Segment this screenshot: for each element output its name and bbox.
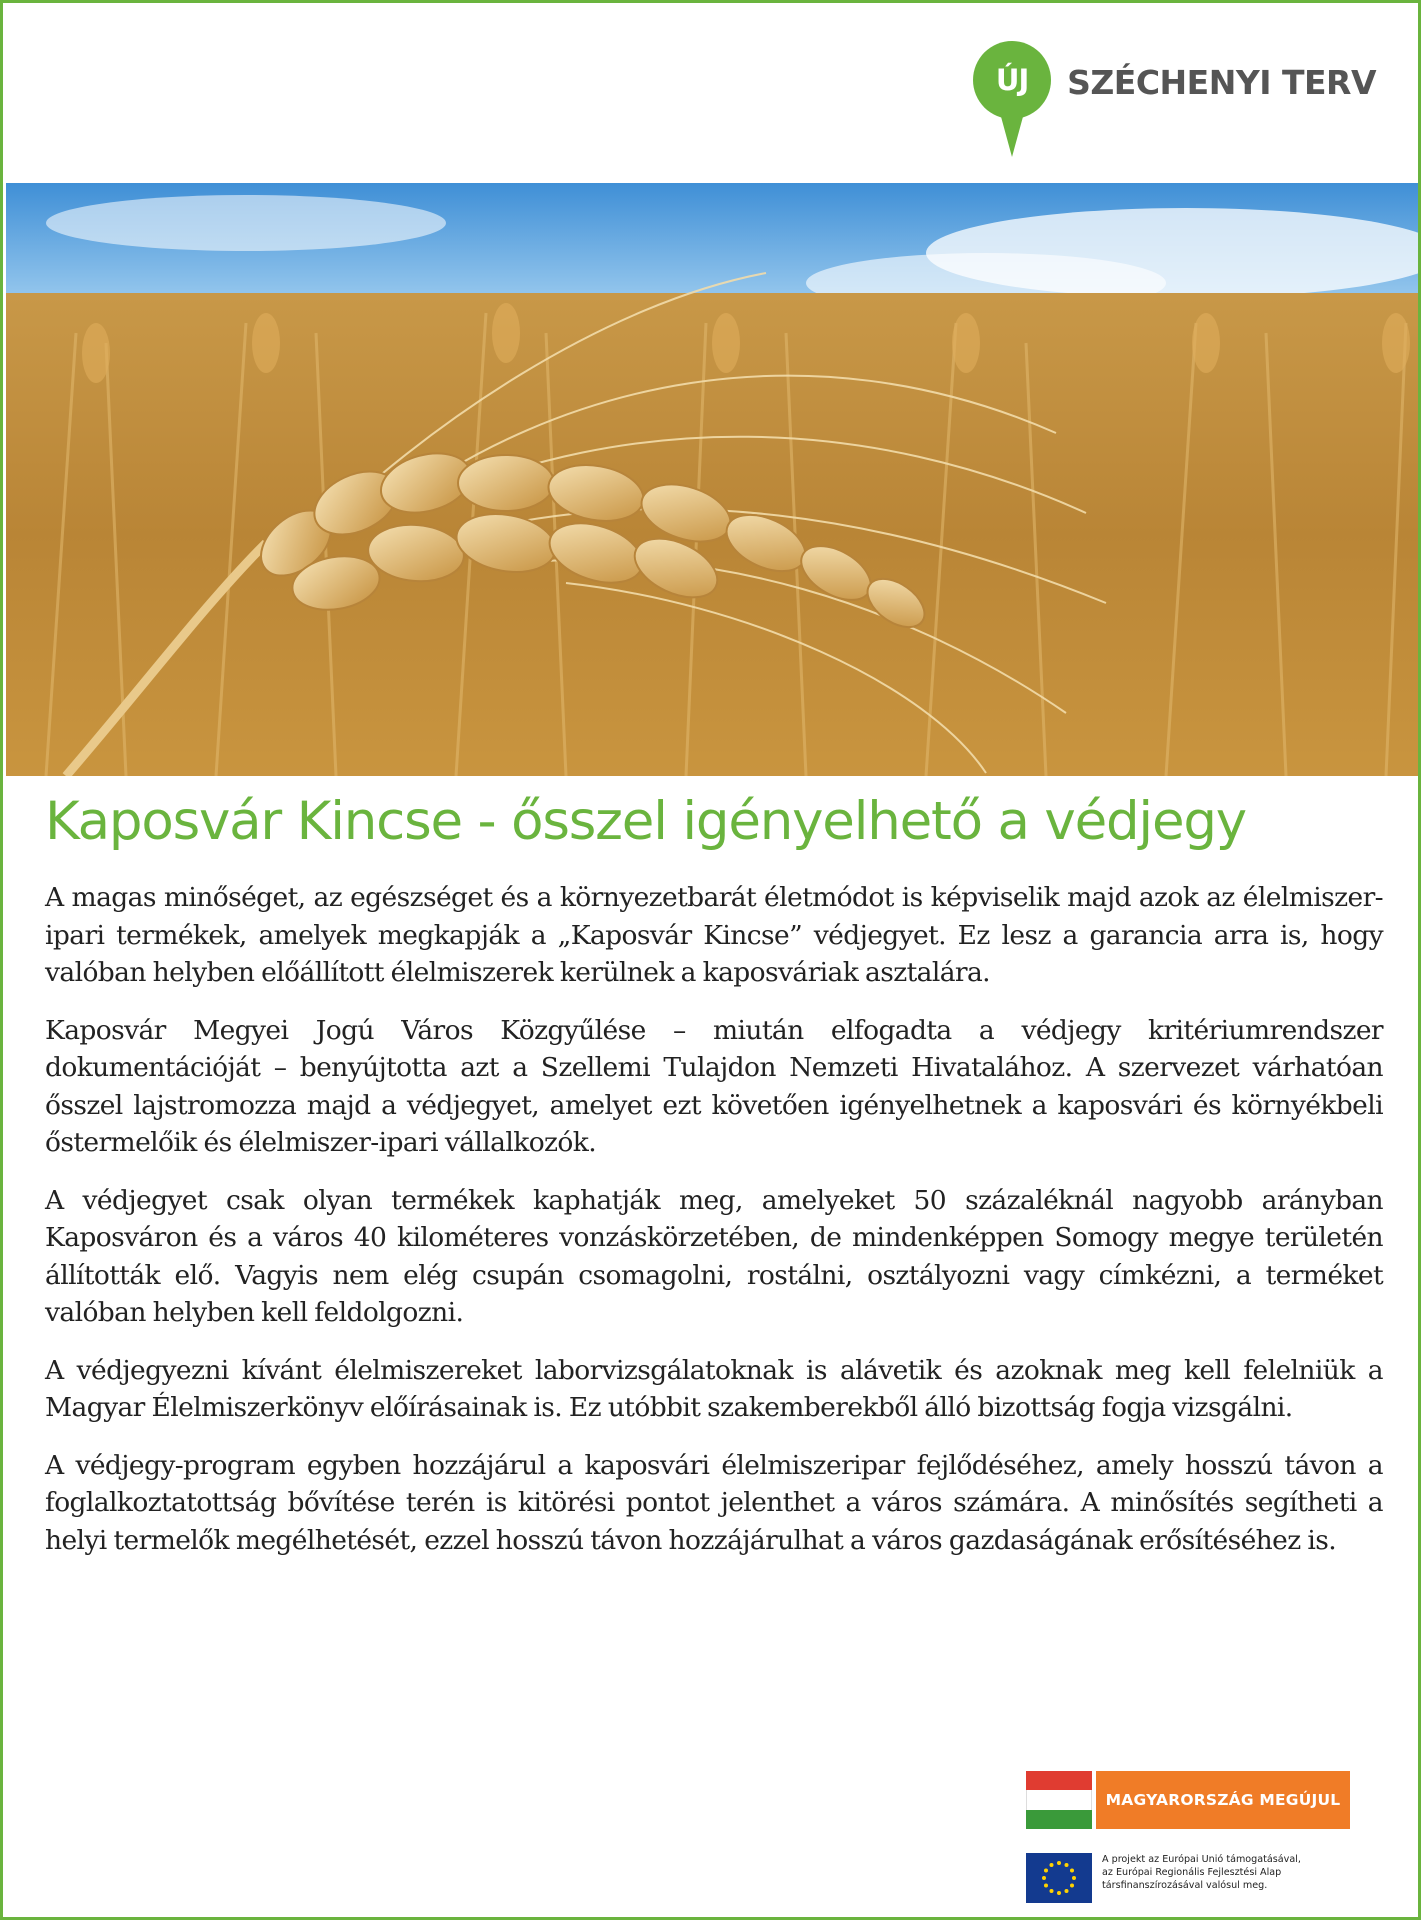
eu-flag-icon	[1026, 1853, 1092, 1903]
logo-brand-name: SZÉCHENYI TERV	[1067, 62, 1376, 102]
article-paragraph: A védjegyet csak olyan termékek kaphatják meg, amelyeket 50 százaléknál nagyobb arányban Kaposváron és a város 40 kilométeres vonzáskörzetében, de mindenképpen Somogy megye területén állították elő. Vagyis nem elég csupán csomagolni, rostálni, osztályozni vagy címkézni, a terméket valóban helyben kell feldolgozni.	[45, 1184, 1383, 1328]
article-paragraph: Kaposvár Megyei Jogú Város Közgyűlése – miután elfogadta a védjegy kritériumrendszer dokumentációját – benyújtotta azt a Szellemi Tulajdon Nemzeti Hivatalához. A szervezet várhatóan ősszel lajstromozza majd a védjegyet, amelyet ezt követően igényelhetnek a kaposvári és környékbeli őstermelőik és élelmiszer-ipari vállalkozók.	[45, 1014, 1383, 1158]
szechenyi-terv-logo	[971, 39, 1376, 159]
eu-text-line: társfinanszírozásával valósul meg.	[1102, 1880, 1268, 1891]
eu-text-line: A projekt az Európai Unió támogatásával,	[1102, 1854, 1301, 1865]
eu-funding-notice	[1026, 1853, 1350, 1903]
magyarorszag-megujul-badge	[1026, 1771, 1350, 1829]
eu-funding-text	[1102, 1853, 1301, 1892]
hero-wheat-image	[6, 183, 1421, 776]
location-pin-icon	[971, 39, 1053, 159]
hungarian-flag-icon	[1026, 1771, 1092, 1829]
article-paragraph: A védjegy-program egyben hozzájárul a kaposvári élelmiszeripar fejlődéséhez, amely hosszú távon a foglalkoztatottság bővítése terén is kitörési pontot jelenthet a város számára. A minősítés segítheti a helyi termelők megélhetését, ezzel hosszú távon hozzájárulhat a város gazdaságának erősítéséhez is.	[45, 1449, 1383, 1556]
article-paragraph: A védjegyezni kívánt élelmiszereket laborvizsgálatoknak is alávetik és azoknak meg kell felelniük a Magyar Élelmiszerkönyv előírásainak is. Ez utóbbit szakemberekből álló bizottság fogja vizsgálni.	[45, 1354, 1383, 1423]
logo-pin-text: ÚJ	[995, 63, 1029, 97]
funding-badges	[1026, 1771, 1350, 1903]
eu-text-line: az Európai Regionális Fejlesztési Alap	[1102, 1867, 1282, 1878]
article-title: Kaposvár Kincse - ősszel igényelhető a védjegy	[45, 791, 1246, 852]
article-body	[45, 879, 1383, 1579]
article-paragraph: A magas minőséget, az egészséget és a környezetbarát életmódot is képviselik majd azok az élelmiszer-ipari termékek, amelyek megkapják a „Kaposvár Kincse” védjegyet. Ez lesz a garancia arra is, hogy valóban helyben előállított élelmiszerek kerülnek a kaposváriak asztalára.	[45, 882, 1383, 988]
badge-label: MAGYARORSZÁG MEGÚJUL	[1096, 1771, 1350, 1829]
